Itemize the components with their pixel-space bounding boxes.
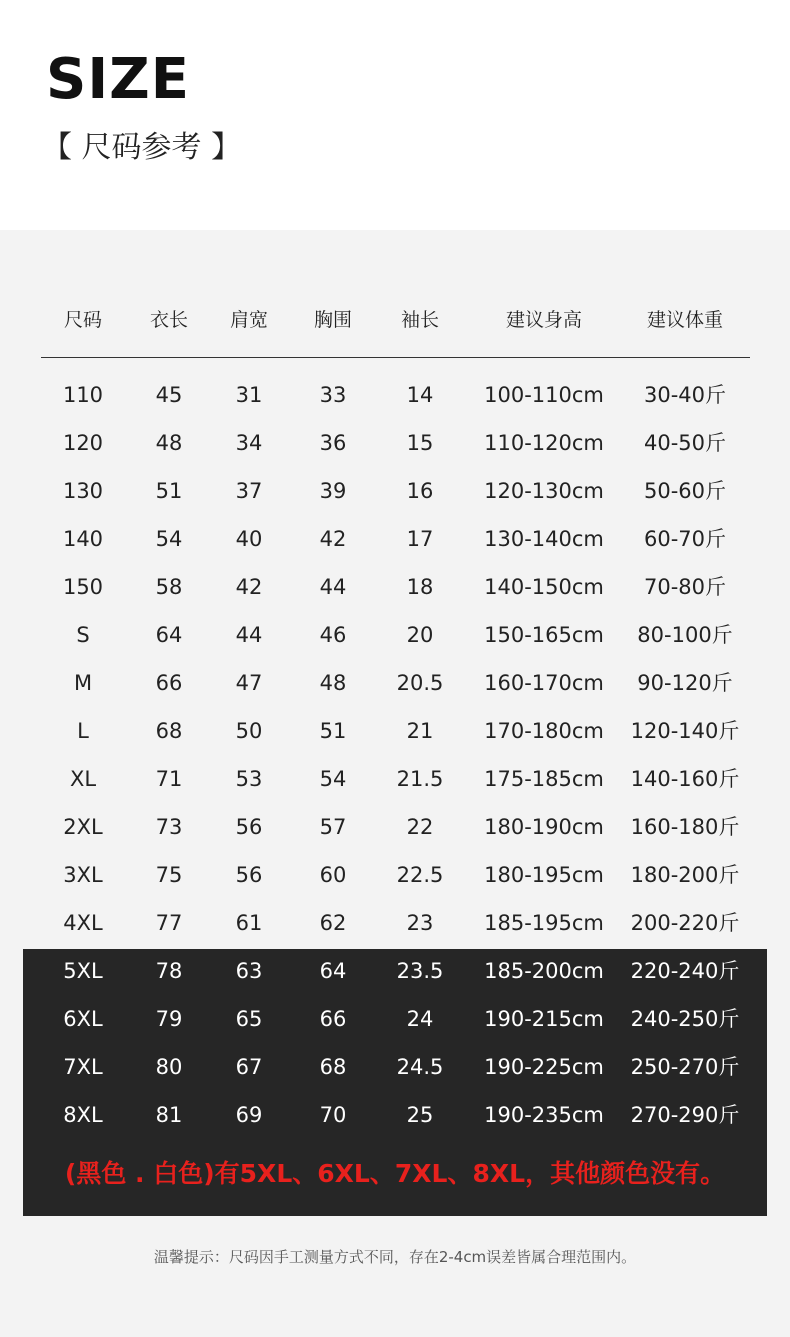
table-cell: 8XL [63, 1103, 103, 1127]
table-header-row [0, 296, 790, 344]
table-cell: 7XL [63, 1055, 103, 1079]
table-cell: 48 [155, 431, 183, 455]
table-cell: 54 [319, 767, 347, 791]
table-cell: 70-80斤 [643, 575, 727, 599]
table-cell: 20 [406, 623, 434, 647]
table-cell: 46 [319, 623, 347, 647]
table-cell: 160-170cm [484, 671, 604, 695]
table-cell: 70 [319, 1103, 347, 1127]
table-cell: 73 [155, 815, 183, 839]
table-row [0, 611, 790, 659]
header-divider [41, 357, 750, 358]
table-cell: 130-140cm [484, 527, 604, 551]
table-cell: 185-195cm [484, 911, 604, 935]
table-cell: 45 [155, 383, 183, 407]
table-cell: 80 [155, 1055, 183, 1079]
table-cell: 64 [155, 623, 183, 647]
table-cell: 39 [319, 479, 347, 503]
column-header: 建议身高 [505, 309, 582, 331]
table-row [0, 467, 790, 515]
table-cell: 78 [155, 959, 183, 983]
table-row [0, 371, 790, 419]
table-cell: 220-240斤 [630, 959, 740, 983]
table-cell: 160-180斤 [630, 815, 740, 839]
table-cell: 60-70斤 [643, 527, 727, 551]
table-cell: 23 [406, 911, 434, 935]
table-cell: 14 [406, 383, 434, 407]
table-row [0, 899, 790, 947]
table-cell: 22 [406, 815, 434, 839]
table-cell: 37 [235, 479, 263, 503]
table-row [0, 803, 790, 851]
table-cell: 150-165cm [484, 623, 604, 647]
table-cell: 34 [235, 431, 263, 455]
table-cell: 50 [235, 719, 263, 743]
table-cell: 69 [235, 1103, 263, 1127]
table-cell: 24.5 [396, 1055, 444, 1079]
table-cell: 25 [406, 1103, 434, 1127]
table-cell: 42 [235, 575, 263, 599]
table-cell: 58 [155, 575, 183, 599]
table-cell: 140-150cm [484, 575, 604, 599]
table-row [0, 1091, 790, 1139]
column-header: 袖长 [400, 309, 439, 331]
table-cell: 100-110cm [484, 383, 604, 407]
table-row [0, 419, 790, 467]
table-cell: 68 [155, 719, 183, 743]
table-cell: 50-60斤 [643, 479, 727, 503]
table-cell: 65 [235, 1007, 263, 1031]
table-cell: 110-120cm [484, 431, 604, 455]
table-row [0, 947, 790, 995]
table-cell: 140-160斤 [630, 767, 740, 791]
table-cell: 270-290斤 [630, 1103, 740, 1127]
table-cell: 68 [319, 1055, 347, 1079]
table-cell: S [76, 623, 90, 647]
table-cell: 53 [235, 767, 263, 791]
table-cell: 62 [319, 911, 347, 935]
table-cell: 2XL [63, 815, 103, 839]
table-cell: 120-130cm [484, 479, 604, 503]
table-cell: 20.5 [396, 671, 444, 695]
table-cell: 75 [155, 863, 183, 887]
column-header: 肩宽 [229, 309, 268, 331]
table-row [0, 851, 790, 899]
column-header: 尺码 [63, 309, 102, 331]
table-cell: 21.5 [396, 767, 444, 791]
table-cell: 77 [155, 911, 183, 935]
table-cell: 67 [235, 1055, 263, 1079]
table-cell: 56 [235, 815, 263, 839]
table-cell: 79 [155, 1007, 183, 1031]
table-cell: 120 [62, 431, 104, 455]
table-cell: 54 [155, 527, 183, 551]
table-cell: 56 [235, 863, 263, 887]
table-row [0, 515, 790, 563]
table-cell: 6XL [63, 1007, 103, 1031]
table-cell: 31 [235, 383, 263, 407]
table-cell: 33 [319, 383, 347, 407]
table-cell: 250-270斤 [630, 1055, 740, 1079]
table-cell: 81 [155, 1103, 183, 1127]
table-cell: 3XL [63, 863, 103, 887]
table-cell: 190-225cm [484, 1055, 604, 1079]
table-cell: L [77, 719, 89, 743]
table-cell: 47 [235, 671, 263, 695]
color-availability-note: (黑色 . 白色)有5XL、6XL、7XL、8XL，其他颜色没有。 [64, 1159, 726, 1188]
table-cell: 120-140斤 [630, 719, 740, 743]
table-cell: 48 [319, 671, 347, 695]
table-cell: 36 [319, 431, 347, 455]
table-cell: 130 [62, 479, 104, 503]
table-cell: 90-120斤 [637, 671, 733, 695]
table-cell: 40 [235, 527, 263, 551]
table-cell: 44 [235, 623, 263, 647]
column-header: 衣长 [149, 309, 188, 331]
measurement-tip: 温馨提示：尺码因手工测量方式不同，存在2-4cm误差皆属合理范围内。 [153, 1248, 637, 1266]
table-cell: 80-100斤 [637, 623, 733, 647]
table-cell: 23.5 [396, 959, 444, 983]
table-cell: 15 [406, 431, 434, 455]
size-chart-panel [0, 230, 790, 1337]
table-cell: 44 [319, 575, 347, 599]
table-row [0, 563, 790, 611]
table-row [0, 1043, 790, 1091]
table-cell: 17 [406, 527, 434, 551]
table-cell: 64 [319, 959, 347, 983]
table-cell: 4XL [63, 911, 103, 935]
table-row [0, 995, 790, 1043]
table-cell: 140 [62, 527, 104, 551]
page-subtitle: 【 尺码参考 】 [42, 130, 242, 165]
table-cell: 63 [235, 959, 263, 983]
table-cell: 110 [62, 383, 104, 407]
table-cell: 190-215cm [484, 1007, 604, 1031]
table-cell: 61 [235, 911, 263, 935]
table-cell: 170-180cm [484, 719, 604, 743]
table-cell: 180-190cm [484, 815, 604, 839]
page-title: SIZE [46, 47, 191, 112]
table-row [0, 755, 790, 803]
table-cell: 5XL [63, 959, 103, 983]
column-header: 胸围 [313, 309, 352, 331]
table-cell: 60 [319, 863, 347, 887]
table-cell: M [73, 671, 93, 695]
table-cell: 18 [406, 575, 434, 599]
table-cell: 180-200斤 [630, 863, 740, 887]
table-cell: 240-250斤 [630, 1007, 740, 1031]
table-cell: 40-50斤 [643, 431, 727, 455]
table-cell: 66 [319, 1007, 347, 1031]
header [0, 0, 790, 230]
table-cell: 22.5 [396, 863, 444, 887]
table-cell: XL [69, 767, 97, 791]
table-cell: 16 [406, 479, 434, 503]
table-cell: 200-220斤 [630, 911, 740, 935]
column-header: 建议体重 [646, 309, 723, 331]
table-cell: 180-195cm [484, 863, 604, 887]
table-cell: 21 [406, 719, 434, 743]
table-cell: 190-235cm [484, 1103, 604, 1127]
table-cell: 42 [319, 527, 347, 551]
table-cell: 51 [155, 479, 183, 503]
table-cell: 30-40斤 [643, 383, 727, 407]
table-cell: 185-200cm [484, 959, 604, 983]
table-cell: 175-185cm [484, 767, 604, 791]
table-cell: 71 [155, 767, 183, 791]
table-row [0, 707, 790, 755]
table-cell: 51 [319, 719, 347, 743]
table-cell: 24 [406, 1007, 434, 1031]
table-cell: 150 [62, 575, 104, 599]
table-row [0, 659, 790, 707]
table-cell: 57 [319, 815, 347, 839]
table-cell: 66 [155, 671, 183, 695]
